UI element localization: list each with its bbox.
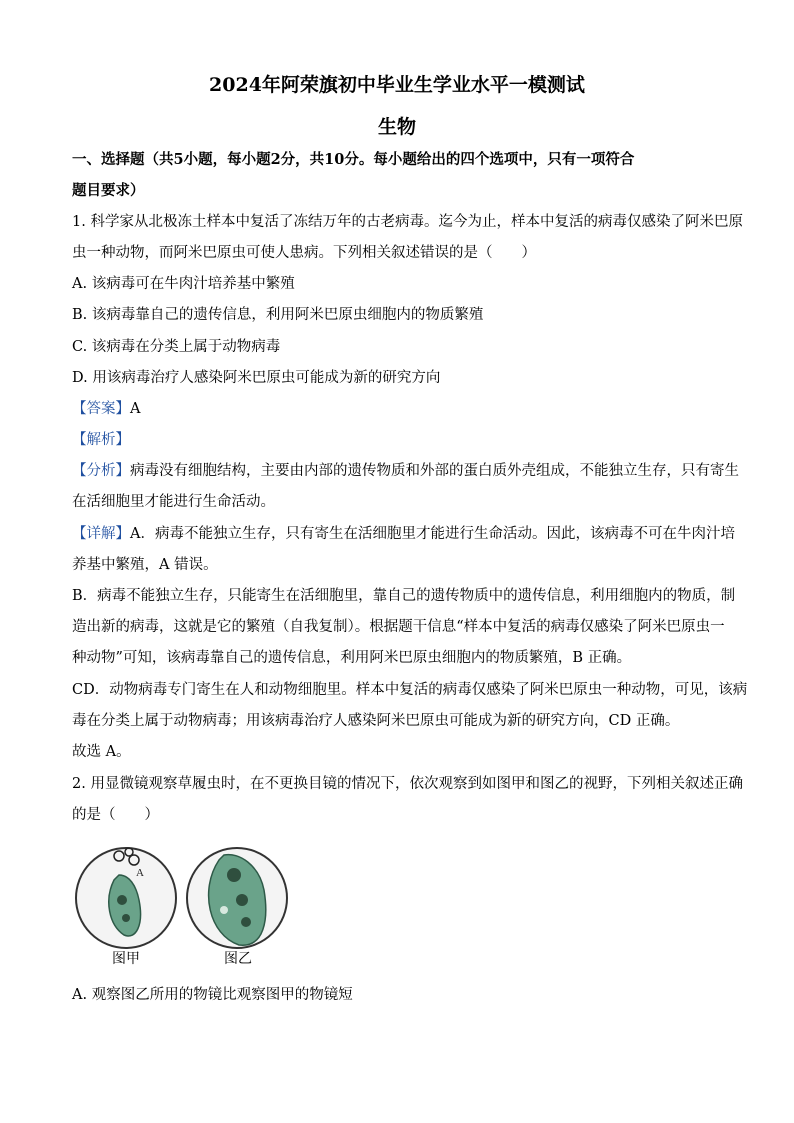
figure-jia-image <box>76 848 176 948</box>
q2-stem: 2. 用显微镜观察草履虫时，在不更换目镜的情况下，依次观察到如图甲和图乙的视野，下列相关叙述正确 <box>72 776 743 792</box>
subject-title: 生物 <box>377 116 416 138</box>
xiangjie-label: 【详解】 <box>72 526 130 542</box>
section-heading: 一、选择题（共5小题，每小题2分，共10分。每小题给出的四个选项中，只有一项符合 <box>72 151 635 168</box>
q1-b-explain: B．病毒不能独立生存，只能寄生在活细胞里，靠自己的遗传物质中的遗传信息，利用细胞内的物质，制 <box>72 588 736 604</box>
exam-title: 2024年阿荣旗初中毕业生学业水平一模测试 <box>209 74 585 96</box>
q1-xiangjie <box>72 524 735 544</box>
q1-conclusion: 故选 A。 <box>72 744 131 760</box>
figure-yi-caption: 图乙 <box>224 951 252 967</box>
q1-b-explain-3: 种动物”可知，该病毒靠自己的遗传信息，利用阿米巴原虫细胞内的物质繁殖，B 正确。 <box>72 650 632 666</box>
answer-value: A <box>130 401 141 417</box>
q1-option-b: B. 该病毒靠自己的遗传信息，利用阿米巴原虫细胞内的物质繁殖 <box>72 307 484 323</box>
q1-option-c: C. 该病毒在分类上属于动物病毒 <box>72 339 281 355</box>
q1-b-explain-2: 造出新的病毒，这就是它的繁殖（自我复制）。根据题干信息“样本中复活的病毒仅感染了阿米巴原虫一 <box>72 619 725 635</box>
figure-jia-caption: 图甲 <box>112 951 140 967</box>
q1-stem-cont: 虫一种动物，而阿米巴原虫可使人患病。下列相关叙述错误的是（ ） <box>72 245 536 261</box>
xiangjie-text: A．病毒不能独立生存，只有寄生在活细胞里才能进行生命活动。因此，该病毒不可在牛肉汁培 <box>130 526 735 542</box>
microscope-figures <box>74 840 314 970</box>
answer-label: 【答案】 <box>72 401 130 417</box>
q1-fenxi <box>72 461 739 481</box>
fenxi-label: 【分析】 <box>72 463 130 479</box>
figure-yi-image <box>187 848 287 948</box>
analysis-label: 【解析】 <box>72 432 130 448</box>
q1-cd-explain-2: 毒在分类上属于动物病毒；用该病毒治疗人感染阿米巴原虫可能成为新的研究方向，CD 正确。 <box>72 713 680 729</box>
q2-stem-cont: 的是（ ） <box>72 807 159 823</box>
section-heading-cont: 题目要求） <box>72 182 145 199</box>
q2-option-a: A. 观察图乙所用的物镜比观察图甲的物镜短 <box>72 987 353 1003</box>
q1-xiangjie-cont: 养基中繁殖，A 错误。 <box>72 557 218 573</box>
q1-option-d: D. 用该病毒治疗人感染阿米巴原虫可能成为新的研究方向 <box>72 370 441 386</box>
fenxi-text: 病毒没有细胞结构，主要由内部的遗传物质和外部的蛋白质外壳组成，不能独立生存，只有寄生 <box>130 463 739 479</box>
figure-marker: A <box>136 867 144 879</box>
q1-fenxi-cont: 在活细胞里才能进行生命活动。 <box>72 494 275 510</box>
q1-answer <box>72 399 722 419</box>
q1-stem: 1. 科学家从北极冻土样本中复活了冻结万年的古老病毒。迄今为止，样本中复活的病毒仅感染了阿米巴原 <box>72 214 743 230</box>
q1-cd-explain: CD．动物病毒专门寄生在人和动物细胞里。样本中复活的病毒仅感染了阿米巴原虫一种动物，可见，该病 <box>72 682 748 698</box>
q1-option-a: A. 该病毒可在牛肉汁培养基中繁殖 <box>72 276 295 292</box>
